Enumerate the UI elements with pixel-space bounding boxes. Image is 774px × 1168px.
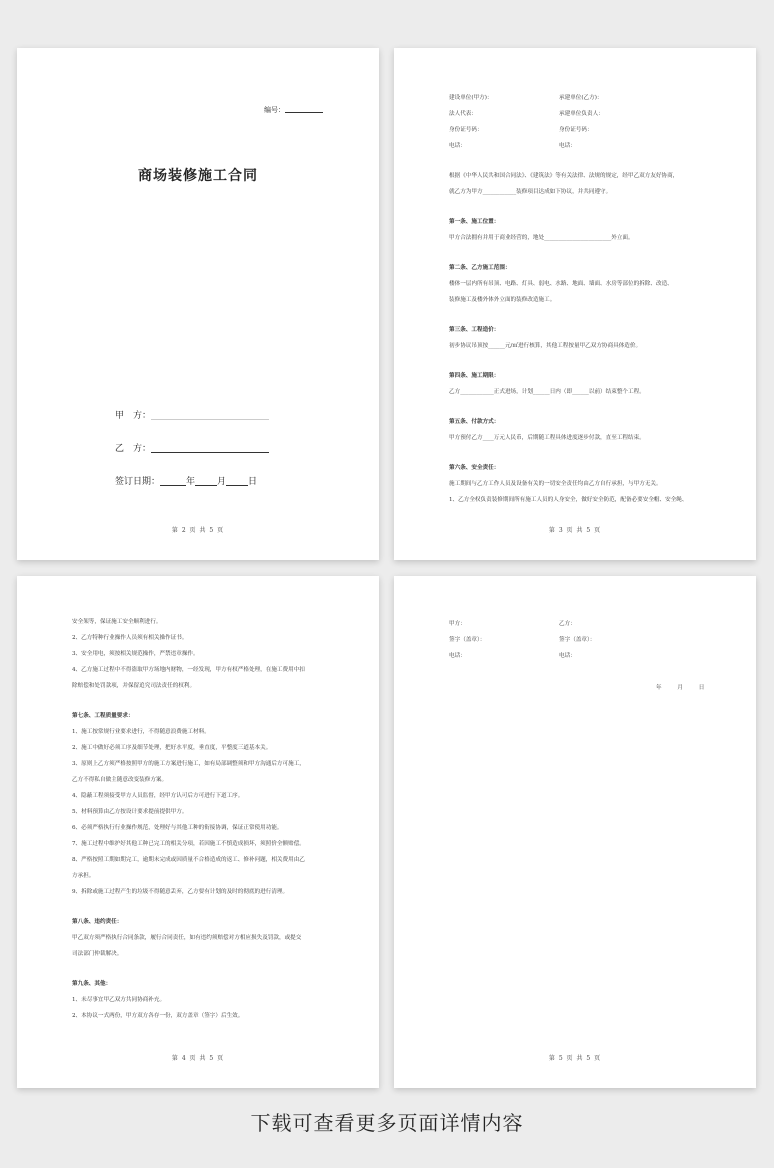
header-row: 身份证号码： 身份证号码： bbox=[449, 127, 593, 133]
page-number: 第 2 页 共 5 页 bbox=[171, 527, 225, 534]
section-text: 司法部门仲裁解决。 bbox=[72, 951, 123, 957]
section-text: 2、本协议一式两份，甲方双方各存一份，双方盖章（签字）后生效。 bbox=[72, 1013, 244, 1019]
section-text: 3、安全用电，须按相关规范操作，严禁违章操作。 bbox=[72, 651, 199, 657]
signature-date: 年 月 日 bbox=[656, 685, 705, 691]
section-text: 甲方合法拥有并用于商业经营的，地处________________________外立面。 bbox=[449, 235, 634, 241]
section-text: 1、施工按常规行业要求进行，不得随意浪费施工材料。 bbox=[72, 729, 210, 735]
section-text: 甲方预付乙方____万元人民币，后期随工程具体进度逐步付款，直至工程结束。 bbox=[449, 435, 645, 441]
signature-block bbox=[449, 616, 708, 664]
section-text: 7、施工过程中维护好其他工种已完工的相关分项，若因施工不慎造成损坏，须照价全额赔偿。 bbox=[72, 841, 305, 847]
intro-text: 根据《中华人民共和国合同法》、《建筑法》等有关法律、法规的规定，经甲乙双方友好协商， bbox=[449, 173, 679, 179]
section-text: 6、必须严格执行行业操作规范，处理好与其他工种的衔接协调，保证正常使用功能。 bbox=[72, 825, 283, 831]
section-text: 2、乙方特种行业操作人员须有相关操作证书。 bbox=[72, 635, 188, 641]
sign-date-line: 签订日期： 年 月 日 bbox=[115, 477, 258, 487]
page-number: 第 5 页 共 5 页 bbox=[548, 1055, 602, 1062]
section-heading: 第九条、其他： bbox=[72, 981, 112, 987]
signature-row: 甲方： 乙方： bbox=[449, 621, 576, 627]
section-text: 安全架等，保证施工安全顺利进行。 bbox=[72, 619, 162, 625]
download-caption: 下载可查看更多页面详情内容 bbox=[250, 1111, 524, 1135]
section-text: 初步协议吊顶按______元/㎡进行核算，其他工程按量甲乙双方协商具体造价。 bbox=[449, 343, 642, 349]
section-text: 乙方____________正式进场，计划______日内（即______以前）结束整个工程。 bbox=[449, 389, 645, 395]
section-text: 3、原则上乙方须严格按照甲方的施工方案进行施工，如有局部调整须和甲方沟通后方可施工， bbox=[72, 761, 305, 767]
section-text: 1、未尽事宜甲乙双方共同协商补充。 bbox=[72, 997, 166, 1003]
contract-signature-page bbox=[394, 576, 756, 1088]
section-text: 方承担。 bbox=[72, 873, 95, 879]
section-text: 乙方不得私自做主随意改变装修方案。 bbox=[72, 777, 168, 783]
section-text: 甲乙双方须严格执行合同条款，履行合同责任，如有违约须赔偿对方相应损失及罚款，或提交 bbox=[72, 935, 302, 941]
section-text: 8、严格按照工期如期完工，逾期未完成或因质量不合格造成的返工、修补问题，相关费用由乙 bbox=[72, 857, 305, 863]
contract-title: 商场装修施工合同 bbox=[138, 168, 258, 184]
section-heading: 第五条、付款方式： bbox=[449, 419, 500, 425]
section-text: 4、乙方施工过程中不得盗取甲方场地内财物，一经发现，甲方有权严格处理，在施工费用中扣 bbox=[72, 667, 305, 673]
contract-page-3 bbox=[394, 48, 756, 560]
party-a-line: 甲 方： bbox=[115, 408, 269, 421]
section-heading: 第四条、施工期限： bbox=[449, 373, 500, 379]
section-text: 施工期间与乙方工作人员及设备有关的一切安全责任均由乙方自行承担，与甲方无关。 bbox=[449, 481, 662, 487]
header-row: 建设单位(甲方)： 承建单位(乙方)： bbox=[449, 95, 603, 101]
contract-cover-page bbox=[17, 48, 379, 560]
section-heading: 第三条、工程造价： bbox=[449, 327, 500, 333]
signature-row: 签字（盖章）： 签字（盖章）： bbox=[449, 637, 596, 643]
section-heading: 第二条、乙方施工范围： bbox=[449, 265, 511, 271]
section-text: 9、拆除或施工过程产生的垃圾不得随意丢弃，乙方要有计划的及时的彻底的进行清理。 bbox=[72, 889, 289, 895]
page-number: 第 3 页 共 5 页 bbox=[548, 527, 602, 534]
intro-text: 就乙方为甲方____________装修项目达成如下协议，并共同遵守。 bbox=[449, 189, 612, 195]
section-text: 1、乙方全权负责装修期间所有施工人员的人身安全，做好安全防范，配备必要安全帽、安全绳、 bbox=[449, 497, 688, 503]
section-heading: 第一条、施工位置： bbox=[449, 219, 500, 225]
section-heading: 第六条、安全责任： bbox=[449, 465, 500, 471]
section-text: 除赔偿和处罚款项，并保留追究司法责任的权利。 bbox=[72, 683, 196, 689]
section-text: 装修施工及楼外体外立面的装修改造施工。 bbox=[449, 297, 556, 303]
contract-body bbox=[449, 90, 708, 508]
signature-row: 电话： 电话： bbox=[449, 653, 576, 659]
contract-number: 编号： bbox=[264, 105, 323, 115]
party-b-line: 乙 方： bbox=[115, 441, 269, 454]
header-row: 法人代表： 承建单位负责人： bbox=[449, 111, 604, 117]
header-row: 电话： 电话： bbox=[449, 143, 576, 149]
contract-body bbox=[72, 614, 331, 1024]
section-heading: 第八条、违约责任： bbox=[72, 919, 123, 925]
section-text: 4、隐蔽工程须接受甲方人员监督，经甲方认可后方可进行下道工序。 bbox=[72, 793, 244, 799]
contract-page-4 bbox=[17, 576, 379, 1088]
section-text: 楼体一层内所有吊顶、电路、灯具、弱电、水路、地面、墙面、水房等部位的拆除、改造、 bbox=[449, 281, 673, 287]
page-number: 第 4 页 共 5 页 bbox=[171, 1055, 225, 1062]
section-text: 2、施工中做好必须工序及细节处理，把好水平度，垂直度，平整度三道基本关。 bbox=[72, 745, 272, 751]
section-heading: 第七条、工程质量要求： bbox=[72, 713, 134, 719]
section-text: 5、材料预算由乙方按设计要求提前提供甲方。 bbox=[72, 809, 188, 815]
